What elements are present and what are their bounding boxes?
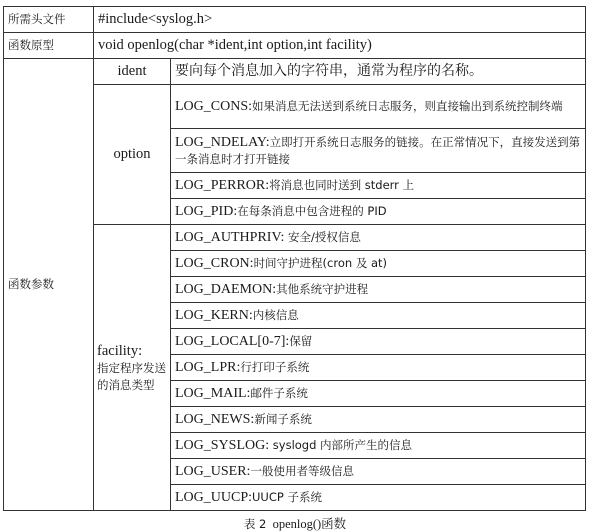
facility-desc: 一般使用者等级信息	[250, 464, 354, 478]
facility-flag: LOG_AUTHPRIV:	[175, 230, 285, 245]
facility-flag: LOG_LOCAL[0-7]:	[175, 334, 290, 349]
facility-desc: 安全/授权信息	[284, 230, 361, 244]
header-file-value: #include<syslog.h>	[94, 7, 586, 33]
facility-row	[171, 329, 586, 355]
facility-row	[171, 407, 586, 433]
facility-row	[171, 381, 586, 407]
option-desc: 在每条消息中包含进程的 PID	[237, 204, 387, 218]
option-desc: 立即打开系统日志服务的链接。在正常情况下，直接发送到第一条消息时才打开链接	[175, 134, 581, 166]
facility-flag: LOG_LPR:	[175, 360, 241, 375]
params-label: 函数参数	[4, 59, 94, 511]
facility-flag: LOG_DAEMON:	[175, 282, 277, 297]
option-row	[171, 85, 586, 129]
facility-row	[171, 433, 586, 459]
header-file-label: 所需头文件	[4, 7, 94, 33]
option-desc: 如果消息无法送到系统日志服务，则直接输出到系统控制终端	[252, 99, 563, 113]
option-row	[171, 173, 586, 199]
facility-flag: LOG_CRON:	[175, 256, 254, 271]
facility-row	[171, 225, 586, 251]
facility-desc: 其他系统守护进程	[276, 282, 369, 296]
facility-flag: LOG_UUCP:	[175, 490, 253, 505]
facility-row	[171, 303, 586, 329]
param-ident-name: ident	[94, 59, 171, 85]
param-option-name: option	[94, 85, 171, 225]
facility-flag: LOG_KERN:	[175, 308, 253, 323]
option-desc: 将消息也同时送到 stderr 上	[269, 178, 415, 192]
facility-row	[171, 485, 586, 511]
facility-desc: 行打印子系统	[240, 360, 310, 374]
option-flag: LOG_PERROR:	[175, 178, 270, 193]
option-flag: LOG_NDELAY:	[175, 134, 270, 150]
facility-name: facility:	[97, 342, 143, 359]
facility-desc: 新闻子系统	[254, 412, 312, 426]
facility-flag: LOG_MAIL:	[175, 386, 251, 401]
option-flag: LOG_CONS:	[175, 99, 253, 114]
option-row	[171, 199, 586, 225]
facility-row	[171, 251, 586, 277]
prototype-value: void openlog(char *ident,int option,int facility)	[94, 33, 586, 59]
param-facility-name	[94, 225, 171, 511]
prototype-label: 函数原型	[4, 33, 94, 59]
facility-desc: 指定程序发送的消息类型	[97, 360, 166, 392]
facility-desc: 时间守护进程(cron 及 at)	[253, 256, 388, 270]
option-flag: LOG_PID:	[175, 204, 238, 219]
table-row-ident	[4, 59, 586, 85]
table-row-header-file	[4, 7, 586, 33]
facility-row	[171, 277, 586, 303]
option-row	[171, 129, 586, 173]
facility-flag: LOG_USER:	[175, 464, 251, 479]
facility-flag: LOG_SYSLOG:	[175, 438, 270, 453]
table-caption	[0, 514, 590, 532]
table-row-prototype	[4, 33, 586, 59]
facility-row	[171, 355, 586, 381]
caption-title: openlog()函数	[272, 517, 347, 531]
facility-desc: 内核信息	[252, 308, 299, 322]
facility-desc: 保留	[289, 334, 313, 348]
param-ident-desc: 要向每个消息加入的字符串，通常为程序的名称。	[171, 59, 586, 85]
facility-row	[171, 459, 586, 485]
facility-desc: 邮件子系统	[250, 386, 308, 400]
facility-flag: LOG_NEWS:	[175, 412, 255, 427]
facility-desc: syslogd 内部所产生的信息	[269, 438, 413, 452]
caption-label: 表 2	[243, 517, 267, 531]
facility-desc: UUCP 子系统	[252, 490, 322, 504]
openlog-function-table	[3, 6, 586, 511]
